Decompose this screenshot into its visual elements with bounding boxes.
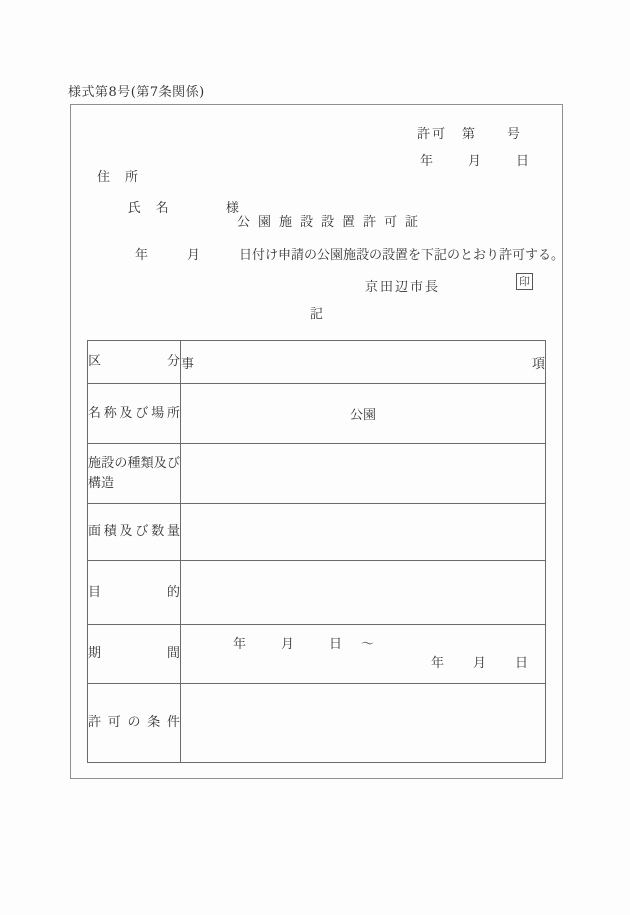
permit-number-line: 許可 第 号 bbox=[416, 127, 522, 142]
table-row-period bbox=[88, 625, 546, 684]
row-label-permit-conditions: 許可の条件 bbox=[88, 684, 181, 763]
row-value-period bbox=[181, 625, 546, 684]
period-from-line: 年 月 日 ～ bbox=[233, 637, 378, 652]
row-label-facility-type: 施設の種類及び構造 bbox=[88, 444, 181, 504]
seal-stamp-box: 印 bbox=[516, 273, 533, 290]
table-row-permit-conditions bbox=[88, 684, 546, 763]
row-value-area-quantity bbox=[181, 504, 546, 561]
row-label-purpose: 目的 bbox=[88, 561, 181, 625]
table-row-facility-type bbox=[88, 444, 546, 504]
issuer-name: 京田辺市長 bbox=[365, 280, 441, 295]
issue-date-line: 年 月 日 bbox=[419, 154, 532, 169]
row-value-permit-conditions bbox=[181, 684, 546, 763]
name-label: 氏 名 bbox=[127, 201, 170, 216]
table-header-row bbox=[88, 341, 546, 384]
permission-statement: 年 月 日付け申請の公園施設の設置を下記のとおり許可する。 bbox=[135, 248, 565, 263]
col-header-category: 区分 bbox=[88, 341, 181, 384]
row-label-period: 期間 bbox=[88, 625, 181, 684]
row-value-facility-type bbox=[181, 444, 546, 504]
table-row-purpose bbox=[88, 561, 546, 625]
row-value-purpose bbox=[181, 561, 546, 625]
honorific-sama: 様 bbox=[225, 201, 239, 216]
row-label-area-quantity: 面積及び数量 bbox=[88, 504, 181, 561]
form-number-label: 様式第8号(第7条関係) bbox=[68, 85, 205, 100]
period-to-line: 年 月 日 bbox=[431, 656, 530, 671]
permit-document-frame bbox=[70, 104, 563, 779]
row-label-name-location: 名称及び場所 bbox=[88, 384, 181, 444]
address-label: 住 所 bbox=[97, 170, 140, 185]
document-title: 公園施設設置許可証 bbox=[236, 215, 426, 230]
row-value-name-location: 公園 bbox=[181, 384, 546, 444]
col-header-item: 事項 bbox=[181, 341, 546, 384]
ki-heading: 記 bbox=[309, 307, 323, 322]
table-row-area-quantity bbox=[88, 504, 546, 561]
permit-details-table bbox=[87, 340, 546, 763]
table-row-name-location bbox=[88, 384, 546, 444]
